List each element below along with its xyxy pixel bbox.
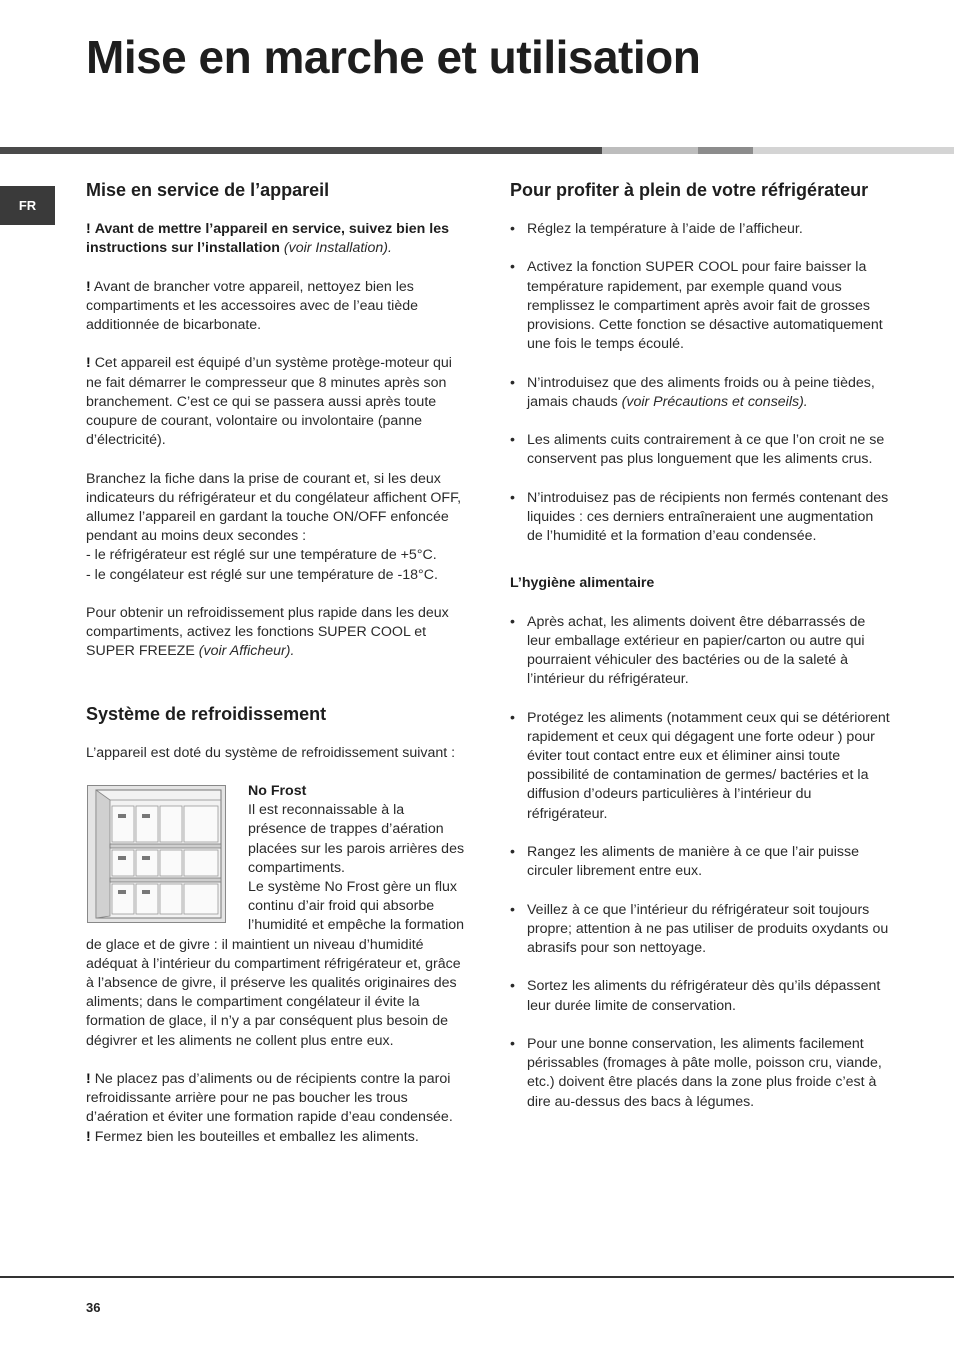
section-heading-cooling-system: Système de refroidissement — [86, 703, 327, 724]
paragraph-bottles-warning — [86, 1128, 466, 1147]
fridge-temp-line: - le réfrigérateur est réglé sur une température de +5°C. — [86, 547, 437, 564]
super-functions-text: Pour obtenir un refroidissement plus rapide dans les deux compartiments, activez les fonctions SUPER COOL et SUPER FREEZE — [86, 605, 449, 660]
page-title: Mise en marche et utilisation — [86, 31, 701, 83]
list-item: • Sortez les aliments du réfrigérateur dès qu’ils dépassent leur durée limite de conservation. — [510, 977, 890, 1015]
fridge-interior-illustration — [87, 785, 226, 923]
rear-wall-warning-text: Ne placez pas d’aliments ou de récipients contre la paroi refroidissante arrière pour ne pas boucher les trous d’aération et éviter une formation rapide d’eau condensée. — [86, 1071, 453, 1126]
header-band-light — [602, 147, 698, 154]
warning-mark: ! — [86, 1128, 91, 1145]
right-column — [510, 178, 890, 1131]
list-item: • Les aliments cuits contrairement à ce que l’on croit ne se conservent pas plus longuement que les aliments crus. — [510, 431, 890, 469]
list-item: • Réglez la température à l’aide de l’afficheur. — [510, 220, 890, 239]
paragraph-motor-protection — [86, 354, 466, 450]
cleaning-text: Avant de brancher votre appareil, nettoyez bien les compartiments et les accessoires avec de l’eau tiède additionnée de bicarbonate. — [86, 278, 418, 333]
section-heading-startup: Mise en service de l’appareil — [86, 180, 330, 200]
no-frost-title: No Frost — [248, 783, 307, 799]
precautions-reference: (voir Précautions et conseils). — [621, 393, 808, 410]
warning-mark: ! — [86, 221, 91, 237]
warning-mark: ! — [86, 278, 91, 295]
freezer-temp-line: - le congélateur est réglé sur une température de -18°C. — [86, 566, 438, 583]
no-frost-explanation: Le système No Frost gère un flux continu d’air froid qui absorbe l’humidité et empêche la formation de glace et de givre : il maintient un niveau d’humidité adéquat à l’intérieur du compartiment réfrigérateur et, grâce à l’absence de givre, il préserve les qualités originaires des aliments; dans le compartiment congélateur il évite la formation de glace, il n’y a par conséquent plus besoin de dégivrer et les aliments ne collent plus entre eux. — [86, 879, 465, 1049]
no-frost-description: Il est reconnaissable à la présence de trappes d’aération placées sur les parois arrières des compartiments. — [248, 802, 465, 876]
food-hygiene-list — [510, 613, 890, 1112]
header-band-dark — [0, 147, 602, 154]
paragraph-rear-wall-warning — [86, 1070, 466, 1128]
bottles-warning-text: Fermez bien les bouteilles et emballez les aliments. — [94, 1128, 419, 1145]
list-item: • Veillez à ce que l’intérieur du réfrigérateur soit toujours propre; attention à ne pas utiliser de produits oxydants ou abrasifs pour son nettoyage. — [510, 901, 890, 959]
page-number: 36 — [86, 1300, 101, 1315]
paragraph-cleaning — [86, 278, 466, 336]
footer-rule — [0, 1276, 954, 1278]
header-band-pale — [753, 147, 954, 154]
no-frost-block — [86, 782, 466, 1051]
install-warning-text: Avant de mettre l’appareil en service, suivez bien les instructions sur l’installation — [86, 221, 450, 257]
paragraph-super-functions — [86, 604, 466, 662]
paragraph-power-on — [86, 470, 466, 585]
list-item: • Après achat, les aliments doivent être débarrassés de leur emballage extérieur en papier/carton ou autre qui pourraient véhiculer des bactéries ou de la saleté à l’intérieur du réfrigérateur. — [510, 613, 890, 690]
power-on-text: Branchez la fiche dans la prise de courant et, si les deux indicateurs du réfrigérateur et du congélateur affichent OFF, allumez l’appareil en gardant la touche ON/OFF enfoncée pendant au moins deux secondes : — [86, 470, 462, 545]
warning-mark: ! — [86, 355, 91, 372]
paragraph-install-warning — [86, 220, 466, 258]
warning-mark: ! — [86, 1071, 91, 1088]
motor-protection-text: Cet appareil est équipé d’un système protège-moteur qui ne fait démarrer le compresseur que 8 minutes après son branchement. C’est ce qui se passera aussi après toute coupure de courant, volontaire ou involontaire (panne d’électricité). — [86, 355, 452, 449]
usage-tips-list — [510, 220, 890, 546]
language-tab: FR — [0, 186, 55, 225]
install-reference: (voir Installation). — [283, 240, 392, 257]
list-item-text: N’introduisez que des aliments froids ou à peine tièdes, jamais chauds — [527, 374, 875, 410]
header-band-mid — [698, 147, 753, 154]
paragraph-cooling-intro: L’appareil est doté du système de refroidissement suivant : — [86, 744, 456, 761]
list-item — [510, 374, 890, 412]
list-item: • Protégez les aliments (notamment ceux qui se détériorent rapidement et ceux qui dégagent une forte odeur ) pour éviter tout contact entre eux et éliminer ainsi toute possibilité de contamination de germes/ bactéries et la diffusion d’odeurs particulières à l’intérieur du réfrigérateur. — [510, 709, 890, 824]
subheading-food-hygiene: L’hygiène alimentaire — [510, 575, 655, 592]
left-column — [86, 178, 466, 1166]
display-reference: (voir Afficheur). — [198, 643, 295, 660]
section-heading-usage-tips: Pour profiter à plein de votre réfrigérateur — [510, 180, 869, 200]
list-item: • Pour une bonne conservation, les aliments facilement périssables (fromages à pâte molle, poisson cru, viande, etc.) doivent être placés dans la zone plus froide c’est à dire au-dessus des bacs à légumes. — [510, 1035, 890, 1112]
list-item: • N’introduisez pas de récipients non fermés contenant des liquides : ces derniers entraîneraient une augmentation de l’humidité et la formation d’eau condensée. — [510, 489, 890, 547]
list-item: • Rangez les aliments de manière à ce que l’air puisse circuler librement entre eux. — [510, 843, 890, 881]
list-item: • Activez la fonction SUPER COOL pour faire baisser la température rapidement, par exemple quand vous remplissez le compartiment après avoir fait de grosses provisions. Cette fonction se désactive automatiquement une fois le temps écoulé. — [510, 258, 890, 354]
fridge-shelves-icon — [88, 786, 225, 922]
